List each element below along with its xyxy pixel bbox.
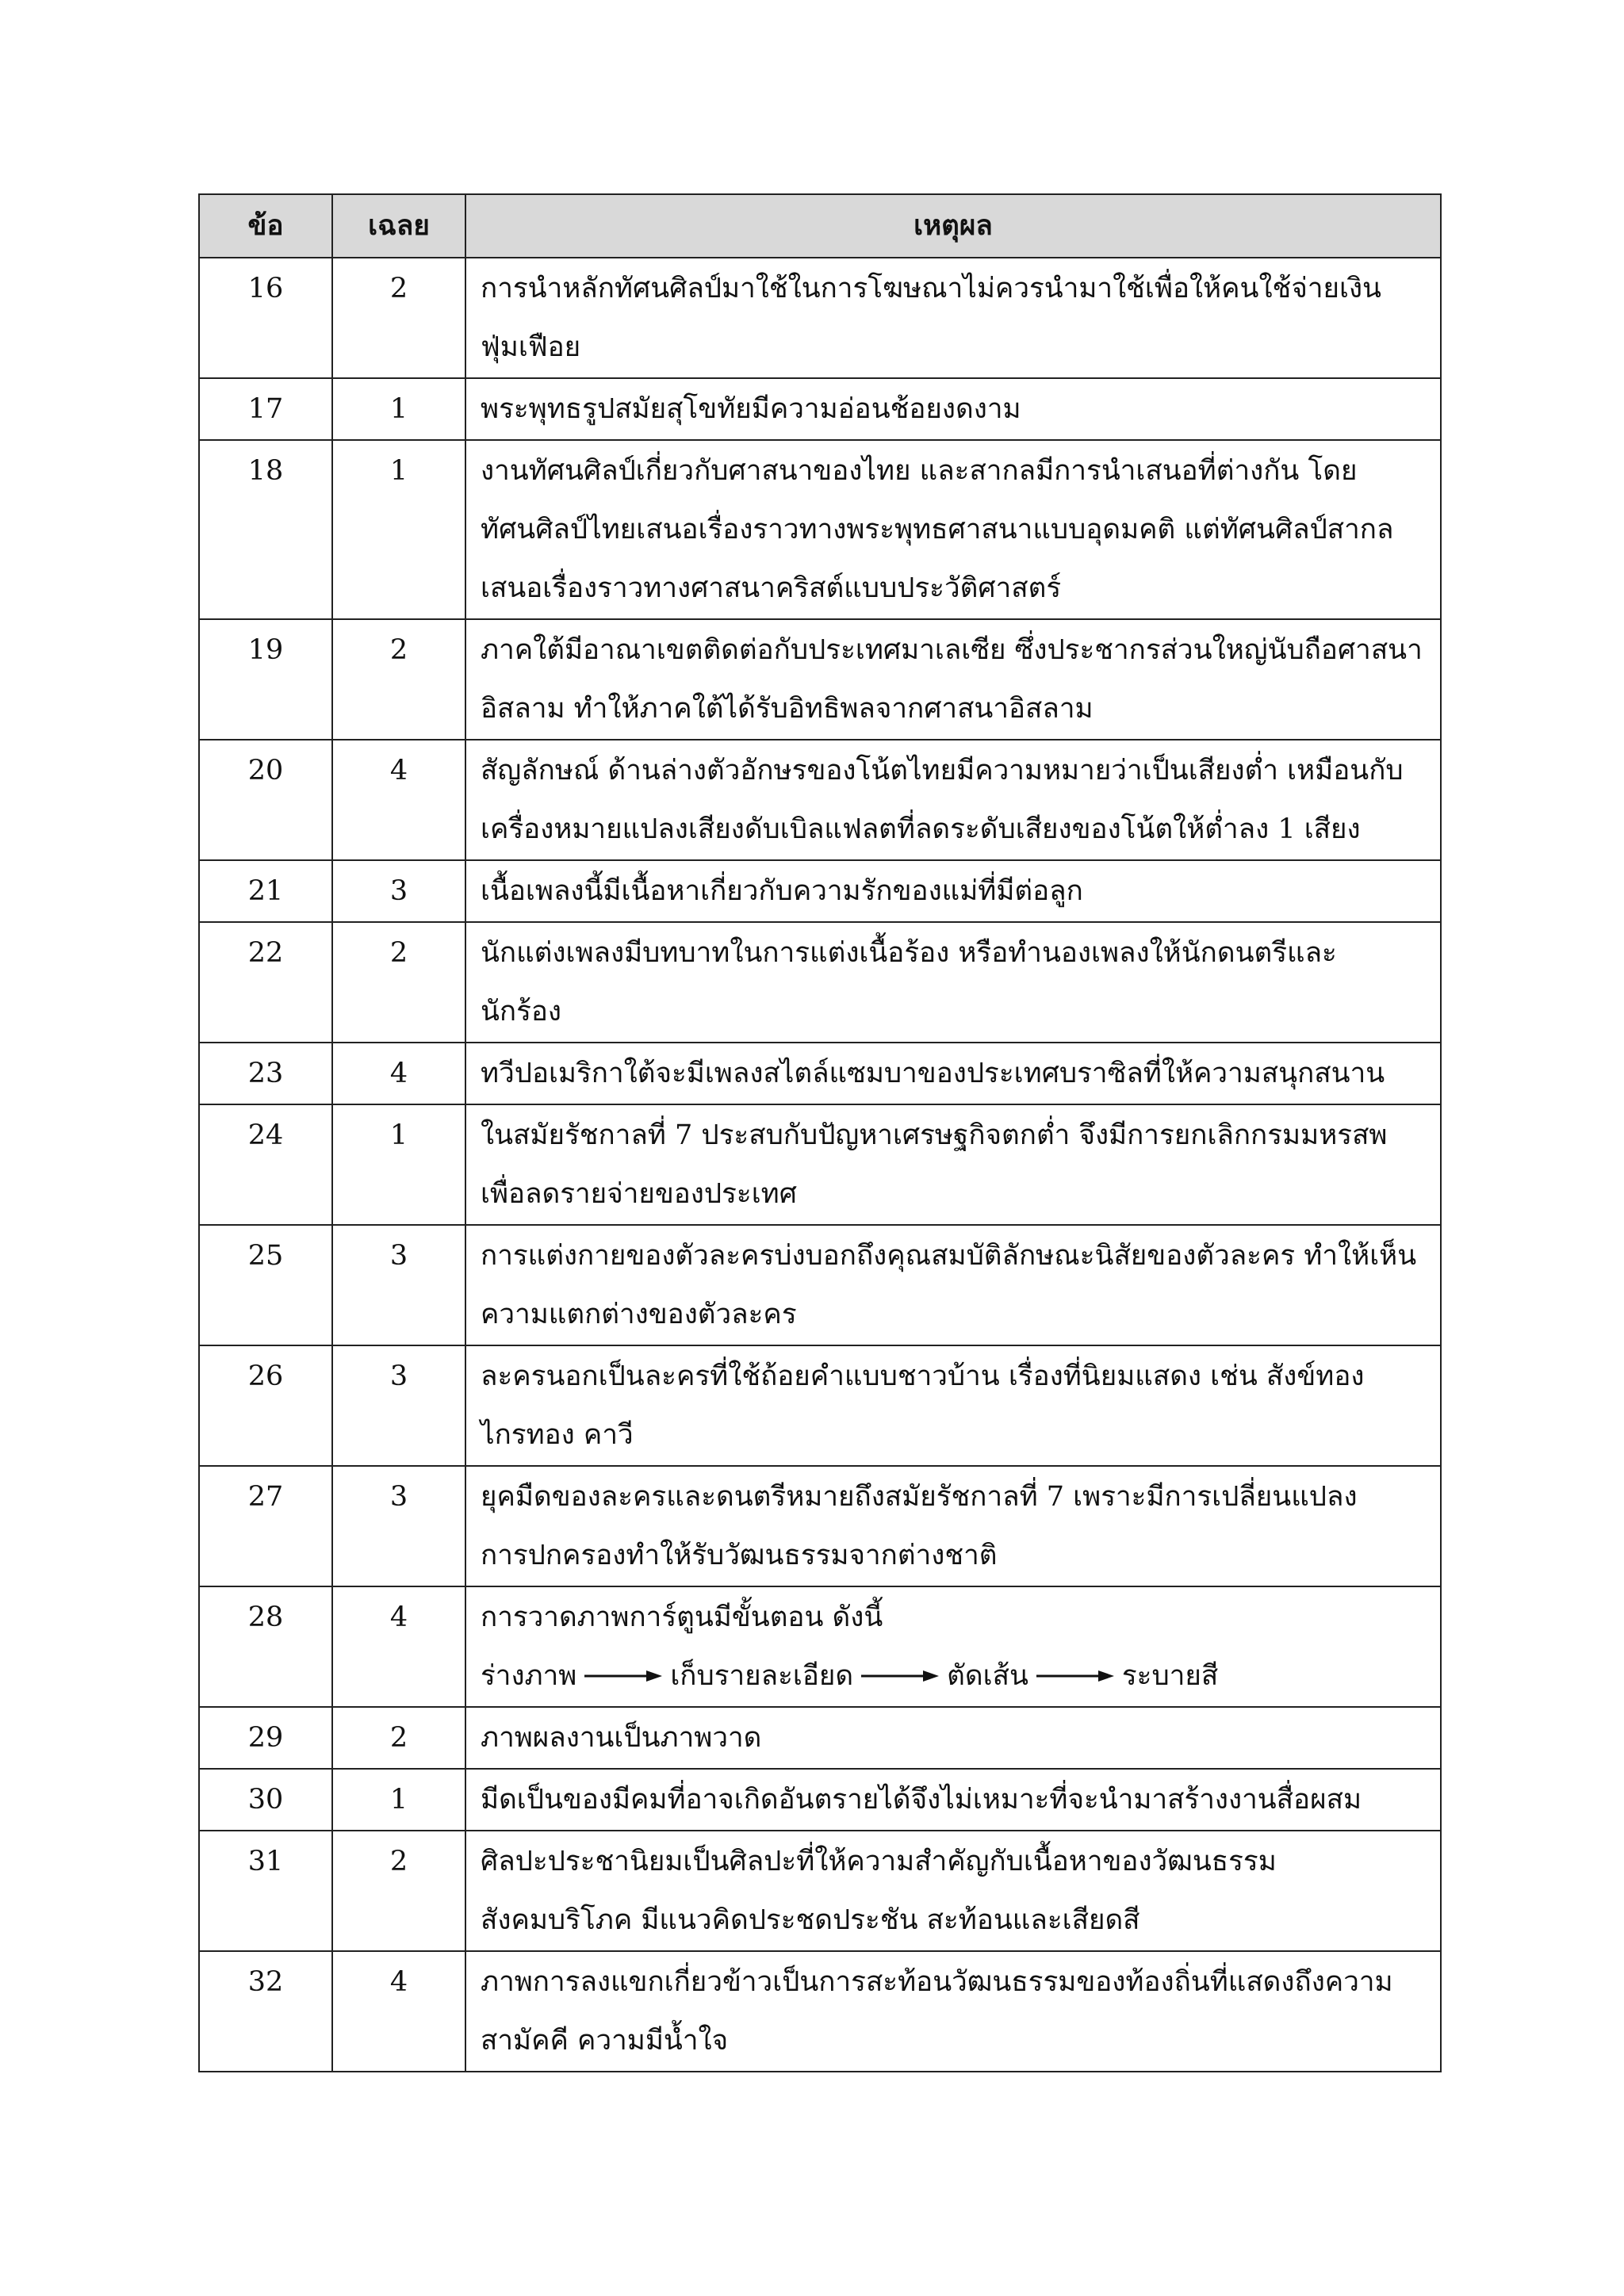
reason-line: สังคมบริโภค มีแนวคิดประชดประชัน สะท้อนและเสียดสี bbox=[481, 1904, 1140, 1936]
table-row bbox=[199, 860, 1441, 922]
question-number: 31 bbox=[199, 1831, 332, 1951]
reason-line: ความแตกต่างของตัวละคร bbox=[481, 1299, 797, 1330]
reason-cell bbox=[465, 860, 1441, 922]
reason-line: การแต่งกายของตัวละครบ่งบอกถึงคุณสมบัติลักษณะนิสัยของตัวละคร ทำให้เห็น bbox=[481, 1240, 1417, 1272]
reason-line: เครื่องหมายแปลงเสียงดับเบิลแฟลตที่ลดระดับเสียงของโน้ตให้ต่ำลง 1 เสียง bbox=[481, 813, 1361, 845]
reason-line: มีดเป็นของมีคมที่อาจเกิดอันตรายได้จึงไม่เหมาะที่จะนำมาสร้างงานสื่อผสม bbox=[481, 1784, 1362, 1816]
reason-line: เสนอเรื่องราวทางศาสนาคริสต์แบบประวัติศาสตร์ bbox=[481, 572, 1062, 604]
answer-choice: 4 bbox=[332, 1586, 465, 1707]
flow-step: ระบายสี bbox=[1121, 1660, 1219, 1692]
question-number: 17 bbox=[199, 378, 332, 440]
arrow-right-icon bbox=[584, 1670, 662, 1682]
answer-choice: 3 bbox=[332, 1466, 465, 1586]
arrow-right-icon bbox=[1036, 1670, 1114, 1682]
answer-choice: 2 bbox=[332, 258, 465, 378]
question-number: 16 bbox=[199, 258, 332, 378]
reason-cell bbox=[465, 1043, 1441, 1104]
process-flow bbox=[481, 1647, 1431, 1705]
answer-choice: 1 bbox=[332, 440, 465, 619]
reason-line: ฟุ่มเฟือย bbox=[481, 331, 581, 363]
reason-cell bbox=[465, 740, 1441, 860]
table-row bbox=[199, 1043, 1441, 1104]
reason-cell bbox=[465, 1951, 1441, 2072]
table-row bbox=[199, 922, 1441, 1043]
reason-line: ทัศนศิลป์ไทยเสนอเรื่องราวทางพระพุทธศาสนาแบบอุดมคติ แต่ทัศนศิลป์สากล bbox=[481, 514, 1394, 545]
reason-cell bbox=[465, 1345, 1441, 1466]
question-number: 22 bbox=[199, 922, 332, 1043]
question-number: 27 bbox=[199, 1466, 332, 1586]
table-row bbox=[199, 1225, 1441, 1345]
answer-table bbox=[198, 193, 1442, 2072]
question-number: 24 bbox=[199, 1104, 332, 1225]
reason-line: การนำหลักทัศนศิลป์มาใช้ในการโฆษณาไม่ควรนำมาใช้เพื่อให้คนใช้จ่ายเงิน bbox=[481, 273, 1381, 304]
table-row bbox=[199, 740, 1441, 860]
question-number: 25 bbox=[199, 1225, 332, 1345]
reason-line: นักแต่งเพลงมีบทบาทในการแต่งเนื้อร้อง หรือทำนองเพลงให้นักดนตรีและ bbox=[481, 937, 1337, 969]
reason-line: ยุคมืดของละครและดนตรีหมายถึงสมัยรัชกาลที่ 7 เพราะมีการเปลี่ยนแปลง bbox=[481, 1481, 1358, 1513]
table-body bbox=[199, 258, 1441, 2072]
arrow-right-icon bbox=[861, 1670, 939, 1682]
table-row bbox=[199, 378, 1441, 440]
question-number: 19 bbox=[199, 619, 332, 740]
table-row bbox=[199, 1951, 1441, 2072]
reason-line: นักร้อง bbox=[481, 996, 562, 1027]
answer-choice: 4 bbox=[332, 740, 465, 860]
answer-choice: 1 bbox=[332, 1769, 465, 1831]
question-number: 20 bbox=[199, 740, 332, 860]
reason-cell bbox=[465, 922, 1441, 1043]
reason-line: ทวีปอเมริกาใต้จะมีเพลงสไตล์แซมบาของประเทศบราซิลที่ให้ความสนุกสนาน bbox=[481, 1058, 1385, 1089]
question-number: 26 bbox=[199, 1345, 332, 1466]
reason-line: เพื่อลดรายจ่ายของประเทศ bbox=[481, 1178, 797, 1210]
header-answer: เฉลย bbox=[332, 194, 465, 258]
table-row bbox=[199, 258, 1441, 378]
reason-cell bbox=[465, 258, 1441, 378]
table-row bbox=[199, 1769, 1441, 1831]
table-row bbox=[199, 1104, 1441, 1225]
answer-choice: 4 bbox=[332, 1951, 465, 2072]
question-number: 30 bbox=[199, 1769, 332, 1831]
reason-line: อิสลาม ทำให้ภาคใต้ได้รับอิทธิพลจากศาสนาอิสลาม bbox=[481, 693, 1094, 725]
reason-line: งานทัศนศิลป์เกี่ยวกับศาสนาของไทย และสากลมีการนำเสนอที่ต่างกัน โดย bbox=[481, 455, 1358, 487]
reason-cell bbox=[465, 1707, 1441, 1769]
table-row bbox=[199, 440, 1441, 619]
reason-cell bbox=[465, 378, 1441, 440]
flow-step: ร่างภาพ bbox=[481, 1660, 577, 1692]
reason-line: สัญลักษณ์ ด้านล่างตัวอักษรของโน้ตไทยมีความหมายว่าเป็นเสียงต่ำ เหมือนกับ bbox=[481, 755, 1404, 786]
answer-choice: 1 bbox=[332, 378, 465, 440]
reason-line: สามัคคี ความมีน้ำใจ bbox=[481, 2025, 729, 2057]
table-row bbox=[199, 1345, 1441, 1466]
answer-choice: 4 bbox=[332, 1043, 465, 1104]
answer-choice: 3 bbox=[332, 1225, 465, 1345]
reason-cell bbox=[465, 619, 1441, 740]
reason-line: พระพุทธรูปสมัยสุโขทัยมีความอ่อนช้อยงดงาม bbox=[481, 393, 1021, 425]
flow-step: เก็บรายละเอียด bbox=[670, 1660, 854, 1692]
answer-choice: 2 bbox=[332, 922, 465, 1043]
answer-choice: 3 bbox=[332, 860, 465, 922]
reason-line: ไกรทอง คาวี bbox=[481, 1419, 634, 1451]
reason-cell bbox=[465, 1466, 1441, 1586]
reason-line: ละครนอกเป็นละครที่ใช้ถ้อยคำแบบชาวบ้าน เรื่องที่นิยมแสดง เช่น สังข์ทอง bbox=[481, 1360, 1365, 1392]
question-number: 18 bbox=[199, 440, 332, 619]
question-number: 32 bbox=[199, 1951, 332, 2072]
answer-choice: 3 bbox=[332, 1345, 465, 1466]
reason-cell bbox=[465, 1769, 1441, 1831]
reason-cell bbox=[465, 1225, 1441, 1345]
reason-line: ศิลปะประชานิยมเป็นศิลปะที่ให้ความสำคัญกับเนื้อหาของวัฒนธรรม bbox=[481, 1846, 1277, 1877]
reason-line: ในสมัยรัชกาลที่ 7 ประสบกับปัญหาเศรษฐกิจตกต่ำ จึงมีการยกเลิกกรมมหรสพ bbox=[481, 1119, 1388, 1151]
reason-line: การปกครองทำให้รับวัฒนธรรมจากต่างชาติ bbox=[481, 1540, 998, 1571]
header-reason: เหตุผล bbox=[465, 194, 1441, 258]
question-number: 29 bbox=[199, 1707, 332, 1769]
reason-cell bbox=[465, 1586, 1441, 1707]
question-number: 23 bbox=[199, 1043, 332, 1104]
question-number: 28 bbox=[199, 1586, 332, 1707]
table-row bbox=[199, 1831, 1441, 1951]
reason-line: เนื้อเพลงนี้มีเนื้อหาเกี่ยวกับความรักของแม่ที่มีต่อลูก bbox=[481, 875, 1083, 907]
table-row bbox=[199, 619, 1441, 740]
table-row bbox=[199, 1707, 1441, 1769]
header-row bbox=[199, 194, 1441, 258]
answer-choice: 2 bbox=[332, 619, 465, 740]
flow-step: ตัดเส้น bbox=[947, 1660, 1028, 1692]
reason-line: ภาพผลงานเป็นภาพวาด bbox=[481, 1722, 762, 1754]
reason-line: ภาคใต้มีอาณาเขตติดต่อกับประเทศมาเลเซีย ซึ่งประชากรส่วนใหญ่นับถือศาสนา bbox=[481, 634, 1423, 666]
question-number: 21 bbox=[199, 860, 332, 922]
answer-choice: 1 bbox=[332, 1104, 465, 1225]
reason-line: ภาพการลงแขกเกี่ยวข้าวเป็นการสะท้อนวัฒนธรรมของท้องถิ่นที่แสดงถึงความ bbox=[481, 1966, 1393, 1998]
header-number: ข้อ bbox=[199, 194, 332, 258]
reason-cell bbox=[465, 1831, 1441, 1951]
answer-choice: 2 bbox=[332, 1831, 465, 1951]
answer-choice: 2 bbox=[332, 1707, 465, 1769]
reason-cell bbox=[465, 1104, 1441, 1225]
reason-cell bbox=[465, 440, 1441, 619]
reason-line: การวาดภาพการ์ตูนมีขั้นตอน ดังนี้ bbox=[481, 1601, 883, 1633]
table-row bbox=[199, 1466, 1441, 1586]
table-row bbox=[199, 1586, 1441, 1707]
